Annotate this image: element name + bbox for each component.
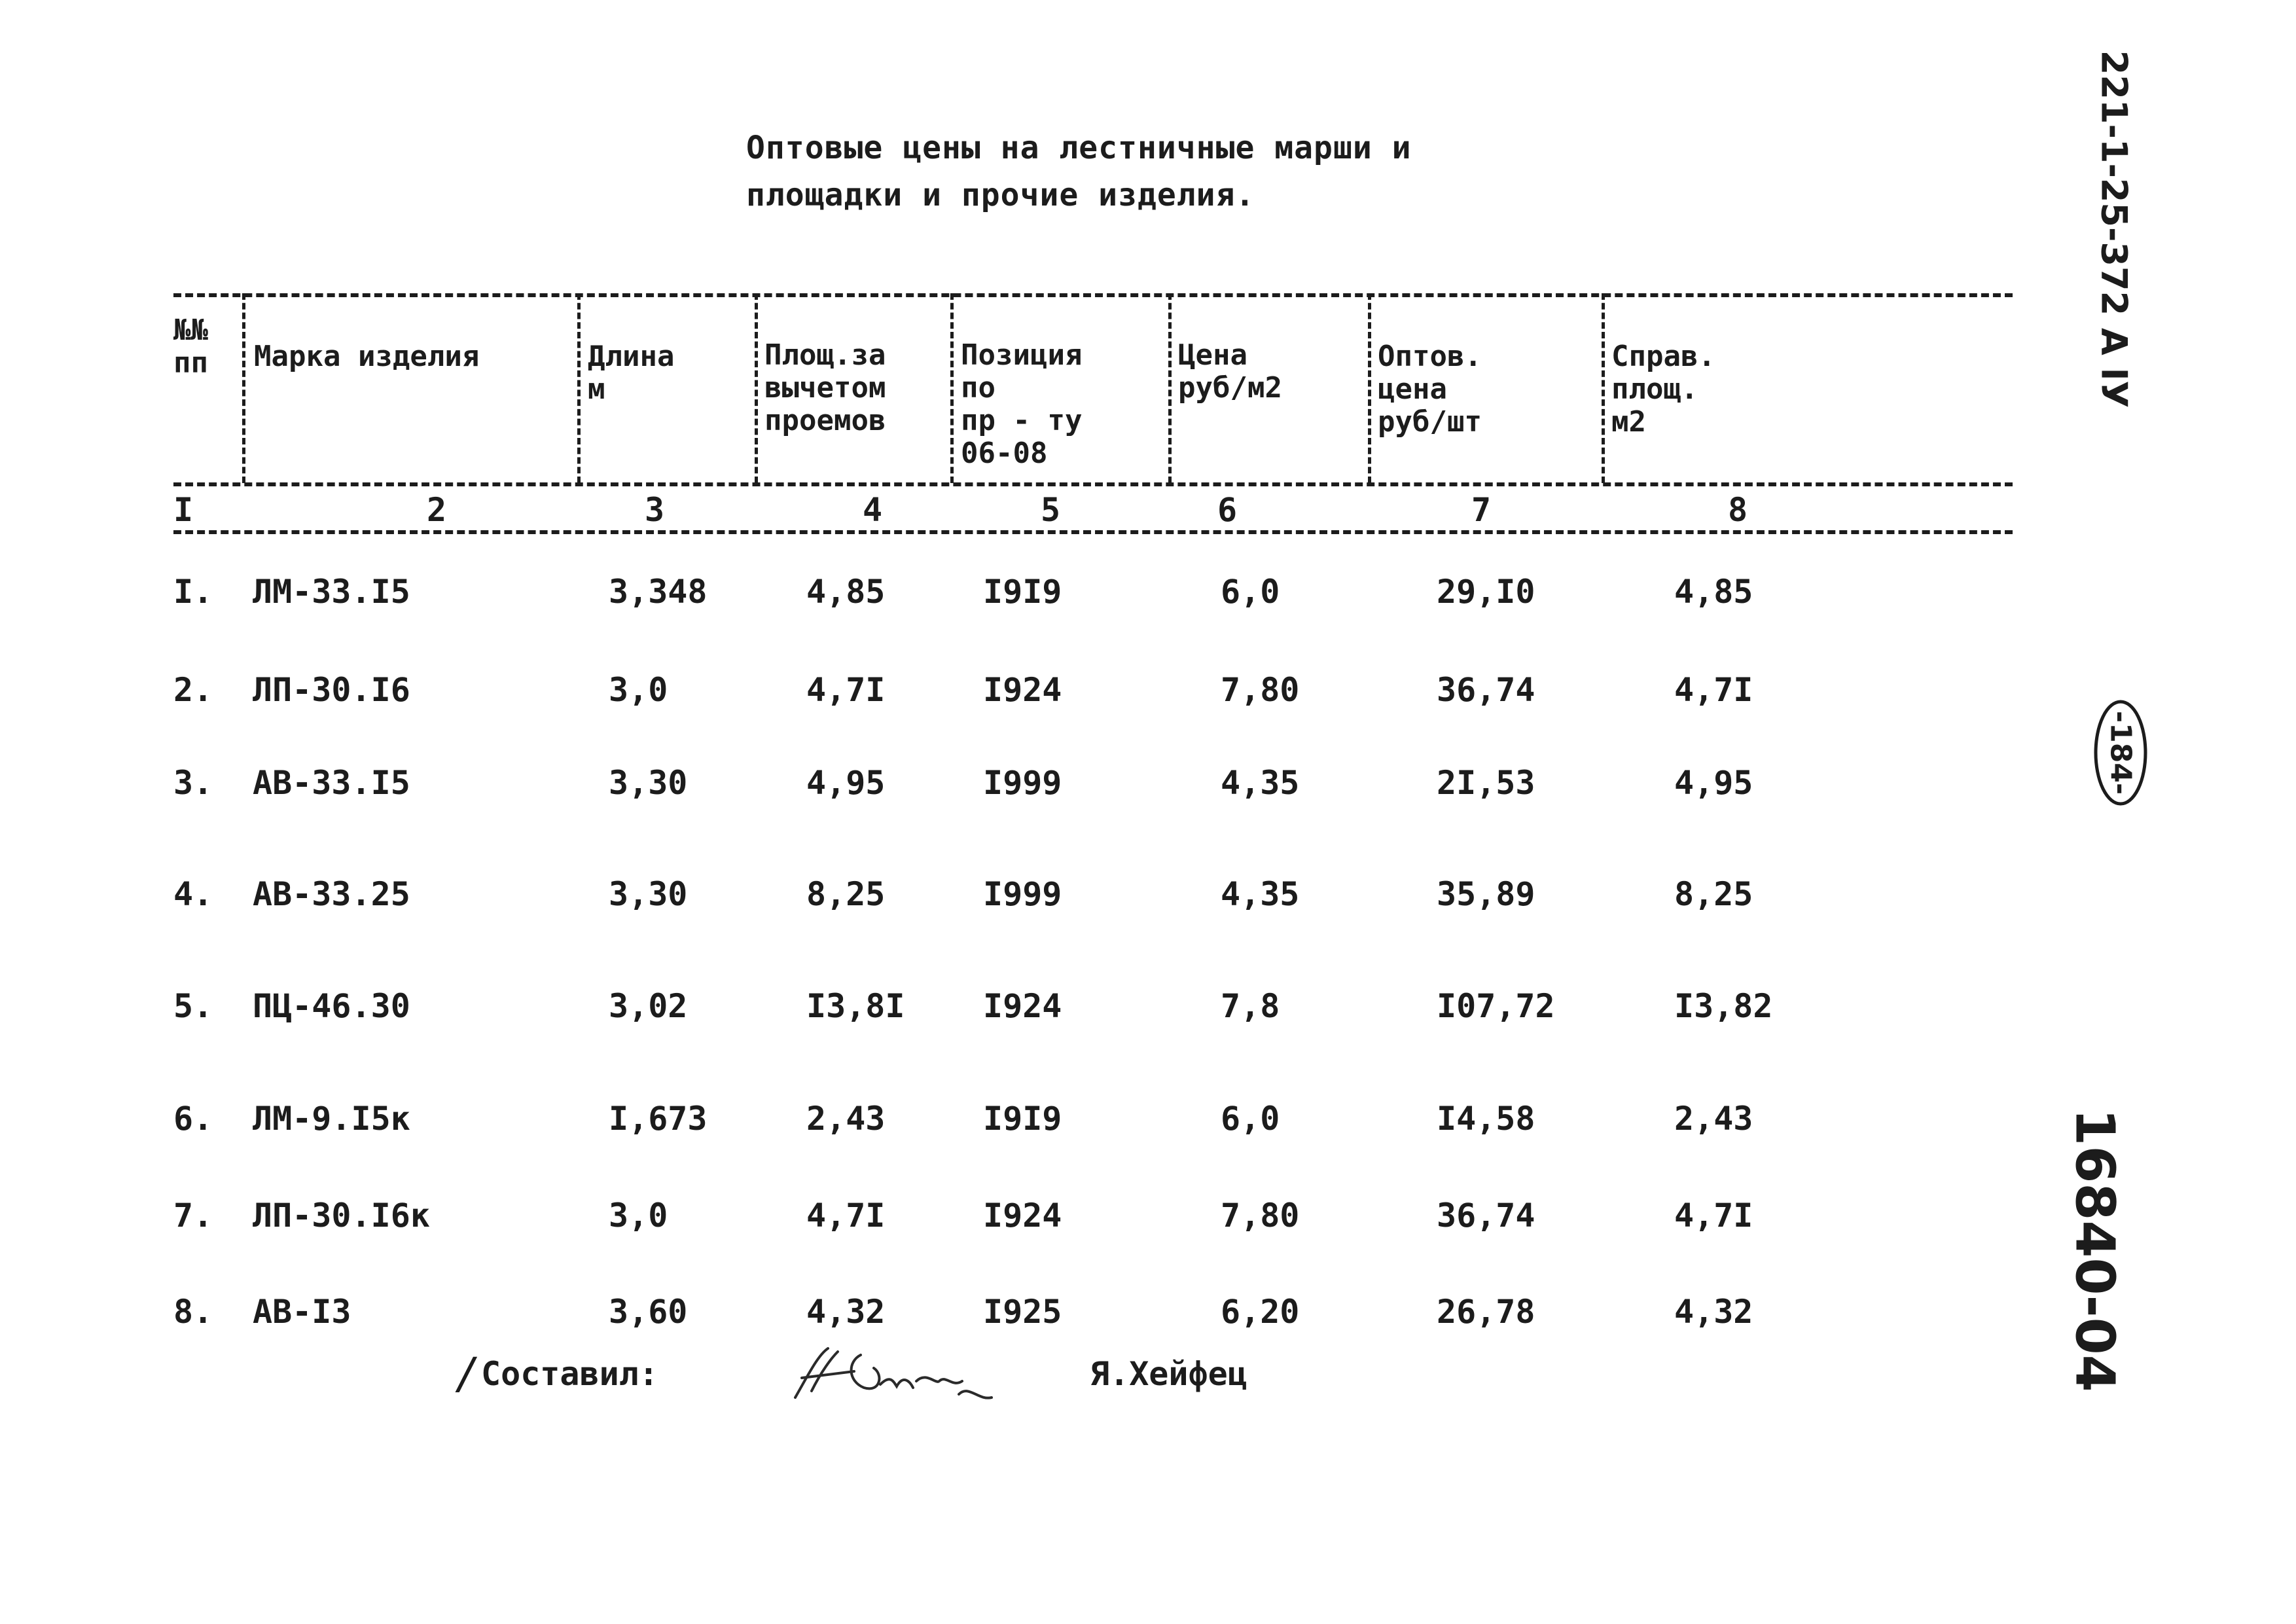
cell-number: 5. xyxy=(173,987,213,1025)
header-bottom-rule xyxy=(173,482,2013,486)
header-separator-5 xyxy=(1168,293,1172,483)
cell-product-mark: ЛМ-33.I5 xyxy=(253,573,410,611)
cell-position: I999 xyxy=(983,764,1062,802)
document-title xyxy=(746,124,1412,219)
title-line-2: площадки и прочие изделия. xyxy=(746,177,1255,213)
column-number-5: 5 xyxy=(1041,491,1061,529)
cell-product-mark: АВ-I3 xyxy=(253,1293,351,1331)
cell-price-m2: 6,0 xyxy=(1221,1100,1280,1138)
cell-length: 3,02 xyxy=(609,987,688,1025)
header-number: №№ пп xyxy=(173,314,208,380)
cell-position: I924 xyxy=(983,671,1062,709)
header-separator-3 xyxy=(755,293,758,483)
page-number-stamp xyxy=(2091,697,2150,808)
header-separator-4 xyxy=(950,293,954,483)
signer-name: Я.Хейфец xyxy=(1090,1355,1247,1393)
cell-price-m2: 6,20 xyxy=(1221,1293,1300,1331)
cell-wholesale-price: 29,I0 xyxy=(1437,573,1535,611)
cell-area-net: 4,7I xyxy=(806,1197,886,1235)
cell-number: 3. xyxy=(173,764,213,802)
page-number: -184- xyxy=(2104,710,2138,795)
header-product-mark: Марка изделия xyxy=(254,340,480,373)
cell-area-net: 4,32 xyxy=(806,1293,886,1331)
header-area-net: Площ.за вычетом проемов xyxy=(764,338,886,437)
cell-product-mark: АВ-33.I5 xyxy=(253,764,410,802)
cell-wholesale-price: 35,89 xyxy=(1437,875,1535,913)
header-separator-6 xyxy=(1368,293,1371,483)
cell-reference-area: 8,25 xyxy=(1674,875,1753,913)
cell-reference-area: 4,32 xyxy=(1674,1293,1753,1331)
cell-number: 8. xyxy=(173,1293,213,1331)
cell-product-mark: ЛП-30.I6 xyxy=(253,671,410,709)
cell-product-mark: ПЦ-46.30 xyxy=(253,987,410,1025)
column-number-8: 8 xyxy=(1728,491,1748,529)
header-wholesale-price: Оптов. цена руб/шт xyxy=(1378,340,1482,439)
cell-area-net: 8,25 xyxy=(806,875,886,913)
cell-area-net: 4,7I xyxy=(806,671,886,709)
cell-length: 3,30 xyxy=(609,875,688,913)
cell-length: 3,30 xyxy=(609,764,688,802)
cell-position: I924 xyxy=(983,1197,1062,1235)
cell-position: I9I9 xyxy=(983,1100,1062,1138)
handwritten-signature xyxy=(782,1335,1005,1414)
header-price-m2: Цена руб/м2 xyxy=(1178,338,1282,405)
cell-price-m2: 7,8 xyxy=(1221,987,1280,1025)
cell-product-mark: ЛП-30.I6к xyxy=(253,1197,430,1235)
column-number-7: 7 xyxy=(1471,491,1492,529)
cell-reference-area: 2,43 xyxy=(1674,1100,1753,1138)
cell-price-m2: 6,0 xyxy=(1221,573,1280,611)
cell-wholesale-price: 2I,53 xyxy=(1437,764,1535,802)
cell-position: I924 xyxy=(983,987,1062,1025)
cell-area-net: 4,85 xyxy=(806,573,886,611)
inventory-number-margin xyxy=(2042,1108,2147,1392)
cell-reference-area: 4,7I xyxy=(1674,1197,1753,1235)
cell-position: I999 xyxy=(983,875,1062,913)
table-top-rule xyxy=(173,293,2013,297)
cell-number: 4. xyxy=(173,875,213,913)
cell-reference-area: 4,85 xyxy=(1674,573,1753,611)
cell-position: I9I9 xyxy=(983,573,1062,611)
cell-wholesale-price: 26,78 xyxy=(1437,1293,1535,1331)
cell-price-m2: 7,80 xyxy=(1221,671,1300,709)
cell-wholesale-price: 36,74 xyxy=(1437,671,1535,709)
header-reference-area: Справ. площ. м2 xyxy=(1611,340,1715,439)
header-length: Длина м xyxy=(588,340,675,406)
cell-number: 6. xyxy=(173,1100,213,1138)
cell-position: I925 xyxy=(983,1293,1062,1331)
signature-slash: / xyxy=(455,1348,481,1399)
cell-price-m2: 4,35 xyxy=(1221,875,1300,913)
title-line-1: Оптовые цены на лестничные марши и xyxy=(746,130,1412,166)
cell-length: 3,0 xyxy=(609,671,668,709)
cell-area-net: I3,8I xyxy=(806,987,905,1025)
column-number-rule xyxy=(173,530,2013,534)
header-position: Позиция по пр - ту 06-08 xyxy=(961,338,1083,470)
cell-wholesale-price: 36,74 xyxy=(1437,1197,1535,1235)
cell-product-mark: АВ-33.25 xyxy=(253,875,410,913)
cell-price-m2: 4,35 xyxy=(1221,764,1300,802)
column-number-3: 3 xyxy=(645,491,665,529)
cell-reference-area: I3,82 xyxy=(1674,987,1773,1025)
cell-number: I. xyxy=(173,573,213,611)
header-separator-1 xyxy=(242,293,245,483)
header-separator-7 xyxy=(1602,293,1605,483)
column-number-4: 4 xyxy=(863,491,883,529)
document-code: 221-1-25-372 А IУ xyxy=(2093,50,2135,408)
column-number-6: 6 xyxy=(1217,491,1238,529)
cell-reference-area: 4,7I xyxy=(1674,671,1753,709)
cell-wholesale-price: I4,58 xyxy=(1437,1100,1535,1138)
cell-length: 3,348 xyxy=(609,573,708,611)
cell-number: 7. xyxy=(173,1197,213,1235)
cell-area-net: 4,95 xyxy=(806,764,886,802)
cell-number: 2. xyxy=(173,671,213,709)
cell-length: I,673 xyxy=(609,1100,708,1138)
document-code-margin xyxy=(2075,50,2153,408)
column-number-1: I xyxy=(173,491,194,529)
header-separator-2 xyxy=(577,293,581,483)
inventory-number: 16840-04 xyxy=(2063,1108,2126,1392)
cell-area-net: 2,43 xyxy=(806,1100,886,1138)
cell-length: 3,60 xyxy=(609,1293,688,1331)
cell-product-mark: ЛМ-9.I5к xyxy=(253,1100,410,1138)
cell-reference-area: 4,95 xyxy=(1674,764,1753,802)
cell-price-m2: 7,80 xyxy=(1221,1197,1300,1235)
cell-length: 3,0 xyxy=(609,1197,668,1235)
cell-wholesale-price: I07,72 xyxy=(1437,987,1555,1025)
column-number-2: 2 xyxy=(427,491,447,529)
compiled-by-label: Составил: xyxy=(481,1355,658,1393)
